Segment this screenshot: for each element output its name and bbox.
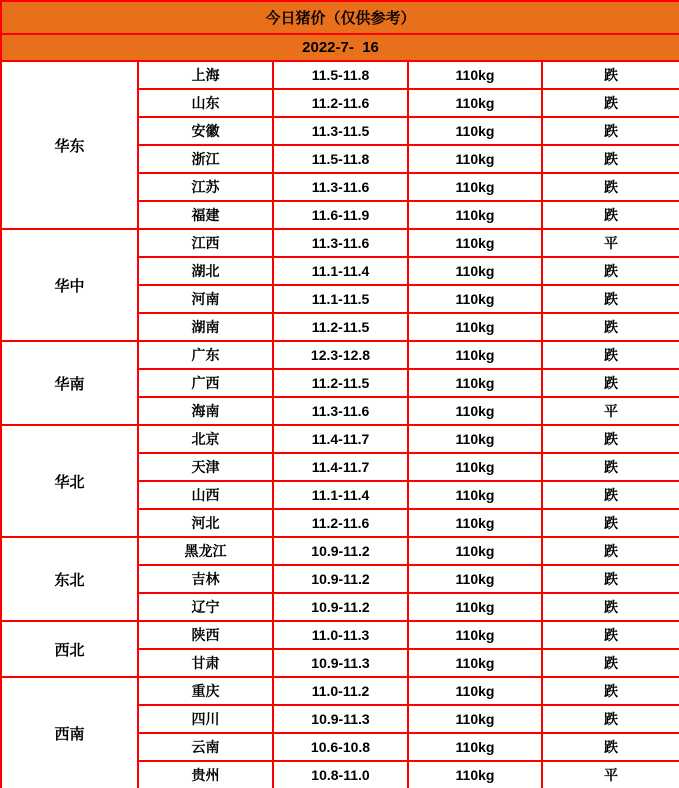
price-cell: 11.2-11.5: [273, 369, 408, 397]
province-cell: 四川: [138, 705, 273, 733]
weight-cell: 110kg: [408, 705, 542, 733]
province-cell: 广西: [138, 369, 273, 397]
province-cell: 辽宁: [138, 593, 273, 621]
price-cell: 10.9-11.2: [273, 565, 408, 593]
status-cell: 跌: [542, 537, 679, 565]
status-cell: 跌: [542, 453, 679, 481]
region-cell: 华南: [1, 341, 138, 425]
weight-cell: 110kg: [408, 453, 542, 481]
status-cell: 跌: [542, 705, 679, 733]
province-cell: 湖北: [138, 257, 273, 285]
region-cell: 华北: [1, 425, 138, 537]
price-cell: 11.5-11.8: [273, 145, 408, 173]
status-cell: 跌: [542, 173, 679, 201]
status-cell: 跌: [542, 201, 679, 229]
price-cell: 11.6-11.9: [273, 201, 408, 229]
weight-cell: 110kg: [408, 565, 542, 593]
table-body: [1, 61, 679, 788]
region-cell: 东北: [1, 537, 138, 621]
date-row: [1, 34, 679, 61]
province-cell: 北京: [138, 425, 273, 453]
weight-cell: 110kg: [408, 397, 542, 425]
price-cell: 11.3-11.5: [273, 117, 408, 145]
province-cell: 云南: [138, 733, 273, 761]
date-label: 2022-7- 16: [1, 34, 679, 61]
status-cell: 跌: [542, 677, 679, 705]
province-cell: 湖南: [138, 313, 273, 341]
weight-cell: 110kg: [408, 369, 542, 397]
status-cell: 跌: [542, 593, 679, 621]
province-cell: 河北: [138, 509, 273, 537]
weight-cell: 110kg: [408, 285, 542, 313]
weight-cell: 110kg: [408, 537, 542, 565]
price-cell: 11.0-11.3: [273, 621, 408, 649]
weight-cell: 110kg: [408, 761, 542, 788]
province-cell: 吉林: [138, 565, 273, 593]
province-cell: 河南: [138, 285, 273, 313]
status-cell: 跌: [542, 145, 679, 173]
price-cell: 10.9-11.2: [273, 593, 408, 621]
province-cell: 浙江: [138, 145, 273, 173]
weight-cell: 110kg: [408, 621, 542, 649]
weight-cell: 110kg: [408, 593, 542, 621]
status-cell: 跌: [542, 285, 679, 313]
title-row: [1, 1, 679, 34]
province-cell: 甘肃: [138, 649, 273, 677]
province-cell: 贵州: [138, 761, 273, 788]
price-cell: 11.4-11.7: [273, 425, 408, 453]
price-cell: 12.3-12.8: [273, 341, 408, 369]
price-cell: 10.6-10.8: [273, 733, 408, 761]
weight-cell: 110kg: [408, 173, 542, 201]
weight-cell: 110kg: [408, 229, 542, 257]
table-row: [1, 341, 679, 369]
status-cell: 跌: [542, 341, 679, 369]
weight-cell: 110kg: [408, 733, 542, 761]
province-cell: 山西: [138, 481, 273, 509]
weight-cell: 110kg: [408, 509, 542, 537]
status-cell: 跌: [542, 733, 679, 761]
price-cell: 11.1-11.4: [273, 481, 408, 509]
price-cell: 11.3-11.6: [273, 173, 408, 201]
price-cell: 10.9-11.2: [273, 537, 408, 565]
region-cell: 华东: [1, 61, 138, 229]
status-cell: 跌: [542, 313, 679, 341]
province-cell: 山东: [138, 89, 273, 117]
table-row: [1, 229, 679, 257]
province-cell: 福建: [138, 201, 273, 229]
table-row: [1, 425, 679, 453]
price-cell: 11.2-11.6: [273, 89, 408, 117]
price-cell: 11.3-11.6: [273, 397, 408, 425]
status-cell: 跌: [542, 621, 679, 649]
weight-cell: 110kg: [408, 201, 542, 229]
province-cell: 海南: [138, 397, 273, 425]
status-cell: 跌: [542, 117, 679, 145]
region-cell: 西南: [1, 677, 138, 788]
weight-cell: 110kg: [408, 313, 542, 341]
table-row: [1, 61, 679, 89]
status-cell: 跌: [542, 89, 679, 117]
price-cell: 10.8-11.0: [273, 761, 408, 788]
weight-cell: 110kg: [408, 341, 542, 369]
weight-cell: 110kg: [408, 61, 542, 89]
status-cell: 跌: [542, 257, 679, 285]
province-cell: 陕西: [138, 621, 273, 649]
status-cell: 跌: [542, 481, 679, 509]
table-row: [1, 677, 679, 705]
price-cell: 11.1-11.5: [273, 285, 408, 313]
price-cell: 10.9-11.3: [273, 649, 408, 677]
weight-cell: 110kg: [408, 145, 542, 173]
price-cell: 11.2-11.6: [273, 509, 408, 537]
status-cell: 跌: [542, 425, 679, 453]
price-cell: 11.3-11.6: [273, 229, 408, 257]
province-cell: 重庆: [138, 677, 273, 705]
status-cell: 跌: [542, 565, 679, 593]
province-cell: 安徽: [138, 117, 273, 145]
province-cell: 江西: [138, 229, 273, 257]
province-cell: 上海: [138, 61, 273, 89]
status-cell: 平: [542, 229, 679, 257]
status-cell: 跌: [542, 369, 679, 397]
status-cell: 跌: [542, 649, 679, 677]
province-cell: 天津: [138, 453, 273, 481]
price-cell: 11.4-11.7: [273, 453, 408, 481]
status-cell: 跌: [542, 509, 679, 537]
province-cell: 江苏: [138, 173, 273, 201]
table-row: [1, 537, 679, 565]
weight-cell: 110kg: [408, 89, 542, 117]
weight-cell: 110kg: [408, 481, 542, 509]
status-cell: 平: [542, 397, 679, 425]
price-cell: 11.1-11.4: [273, 257, 408, 285]
region-cell: 华中: [1, 229, 138, 341]
page-title: 今日猪价（仅供参考）: [1, 1, 679, 34]
table-row: [1, 621, 679, 649]
province-cell: 广东: [138, 341, 273, 369]
price-cell: 11.0-11.2: [273, 677, 408, 705]
province-cell: 黑龙江: [138, 537, 273, 565]
status-cell: 平: [542, 761, 679, 788]
price-cell: 11.5-11.8: [273, 61, 408, 89]
weight-cell: 110kg: [408, 425, 542, 453]
weight-cell: 110kg: [408, 257, 542, 285]
weight-cell: 110kg: [408, 677, 542, 705]
weight-cell: 110kg: [408, 649, 542, 677]
weight-cell: 110kg: [408, 117, 542, 145]
region-cell: 西北: [1, 621, 138, 677]
price-cell: 11.2-11.5: [273, 313, 408, 341]
price-cell: 10.9-11.3: [273, 705, 408, 733]
status-cell: 跌: [542, 61, 679, 89]
